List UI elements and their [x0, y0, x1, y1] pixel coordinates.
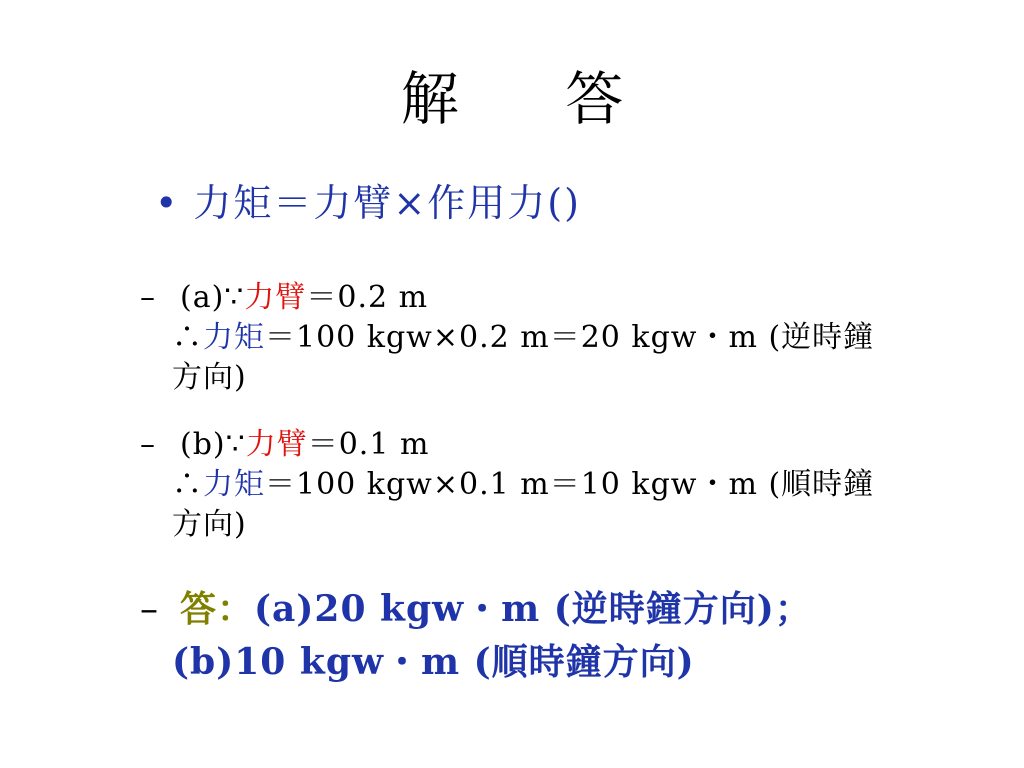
part-a-line-3	[140, 358, 874, 398]
part-a-line-2	[140, 318, 874, 358]
part-a-direction-cont: 方向)	[172, 360, 247, 395]
part-a	[140, 278, 874, 398]
part-b-line-2	[140, 465, 874, 505]
part-a-torque-calc: ＝100 kgw×0.2 m＝20 kgw・m (	[265, 320, 782, 355]
part-b-line-1	[140, 425, 874, 465]
part-a-torque-label: 力矩	[203, 320, 265, 355]
part-b-torque-calc: ＝100 kgw×0.1 m＝10 kgw・m (	[265, 467, 782, 502]
part-a-direction: 逆時鐘	[781, 320, 875, 355]
part-b-arm-value: ＝0.1 m	[307, 427, 430, 462]
torque-formula-bullet	[155, 180, 581, 226]
part-b-direction: 順時鐘	[781, 467, 875, 502]
answer-label: 答：	[180, 588, 255, 630]
answer-b: (b)10 kgw・m (順時鐘方向)	[172, 641, 695, 683]
part-b-dash: –	[140, 427, 156, 462]
part-a-arm-label: 力臂	[244, 280, 307, 315]
part-b	[140, 425, 874, 545]
part-a-line-1	[140, 278, 874, 318]
part-b-arm-label: 力臂	[245, 427, 308, 462]
part-a-arm-value: ＝0.2 m	[306, 280, 429, 315]
part-a-dash: –	[140, 280, 156, 315]
part-b-therefore: ∴	[172, 467, 203, 502]
slide-title: 解 答	[400, 65, 668, 133]
part-b-line-3	[140, 505, 874, 545]
answer-dash: –	[140, 589, 159, 630]
part-b-torque-label: 力矩	[203, 467, 265, 502]
part-b-label: (b)∵	[180, 427, 246, 462]
part-a-therefore: ∴	[172, 320, 203, 355]
part-b-direction-cont: 方向)	[172, 507, 247, 542]
answer-a: (a)20 kgw・m (逆時鐘方向)；	[254, 588, 812, 630]
part-a-label: (a)∵	[180, 280, 245, 315]
torque-formula-text: 力矩＝力臂×作用力()	[193, 181, 581, 225]
bullet-marker: •	[155, 181, 180, 225]
answer-line-2	[140, 636, 812, 688]
answer-line-1	[140, 583, 812, 636]
answer-block	[140, 583, 812, 688]
